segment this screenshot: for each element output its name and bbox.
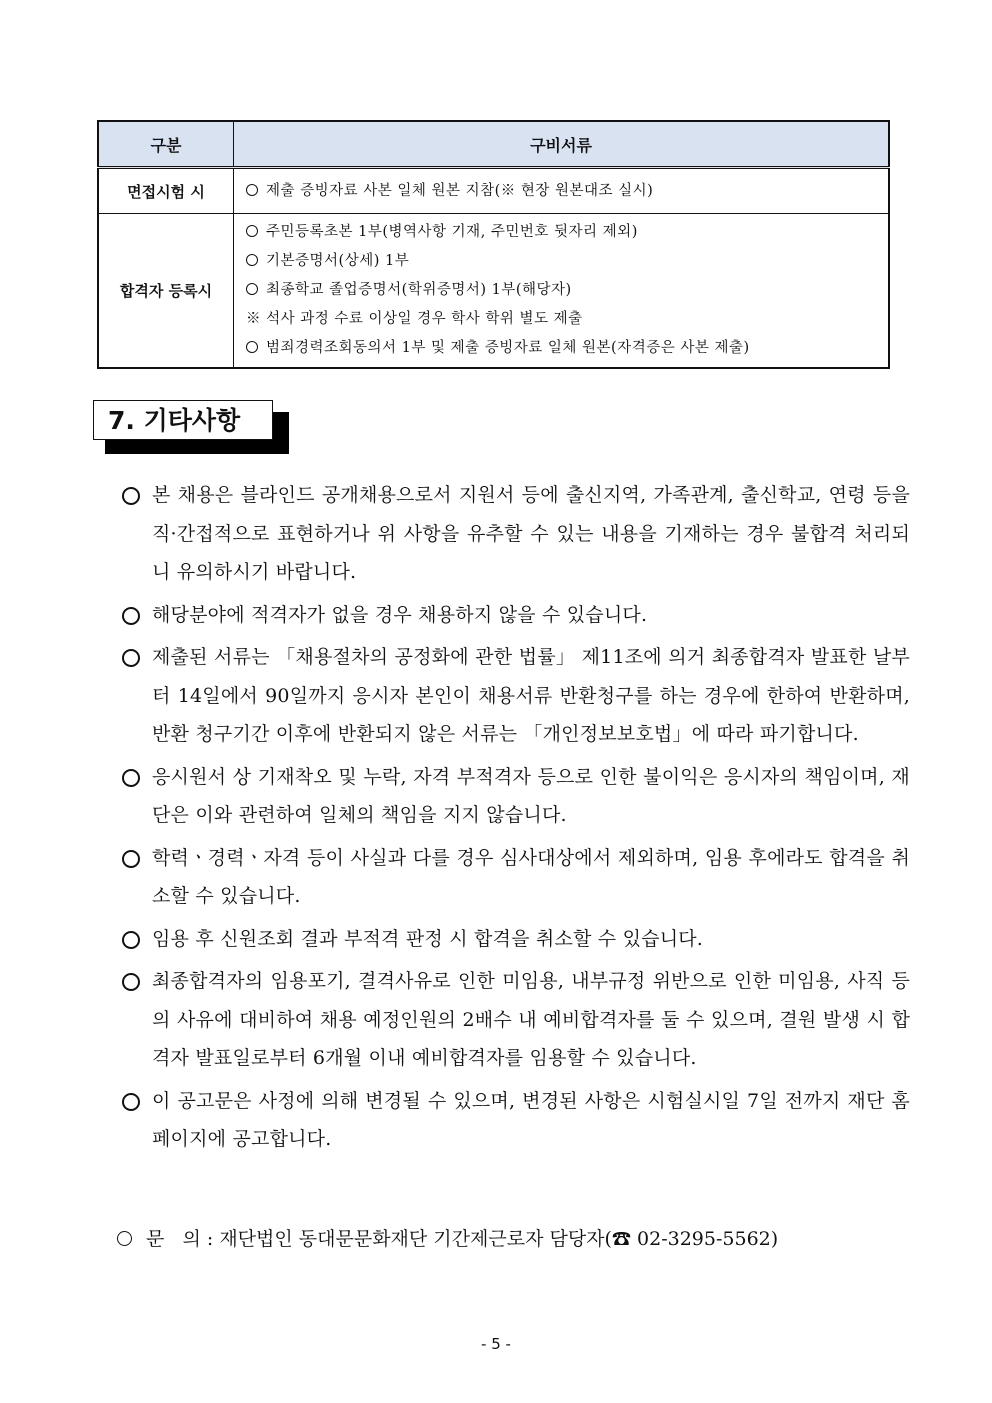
contact-label: 문 의 : <box>146 1228 214 1250</box>
required-documents-table <box>97 120 890 369</box>
notes-list <box>120 476 910 1163</box>
circle-bullet-icon <box>246 184 258 196</box>
row-category: 면접시험 시 <box>98 168 234 214</box>
section-heading <box>93 400 273 440</box>
circle-bullet-icon <box>122 649 140 667</box>
circle-bullet-icon <box>246 341 258 353</box>
table-header-row <box>98 121 889 168</box>
phone-icon: ☎ <box>611 1228 631 1250</box>
page-number: - 5 - <box>481 1335 511 1353</box>
circle-bullet-icon <box>122 1093 140 1111</box>
header-category: 구분 <box>98 121 234 168</box>
list-item: 임용 후 신원조회 결과 부적격 판정 시 합격을 취소할 수 있습니다. <box>120 920 910 959</box>
list-item: 제출된 서류는 「채용절차의 공정화에 관한 법률」 제11조에 의거 최종합격자 발표한 날부터 14일에서 90일까지 응시자 본인이 채용서류 반환청구를 하는 경우에 한하여 반환하며, 반환 청구기간 이후에 반환되지 않은 서류는 「개인정보보호법」에 따라 파기합니다. <box>120 638 910 754</box>
circle-bullet-icon <box>246 225 258 237</box>
header-documents: 구비서류 <box>234 121 890 168</box>
row-items <box>234 214 890 369</box>
table-row <box>98 214 889 369</box>
document-note: ※ 석사 과정 수료 이상일 경우 학사 학위 별도 제출 <box>246 311 583 327</box>
list-item: 학력ㆍ경력ㆍ자격 등이 사실과 다를 경우 심사대상에서 제외하며, 임용 후에라도 합격을 취소할 수 있습니다. <box>120 839 910 916</box>
circle-bullet-icon <box>122 607 140 625</box>
circle-bullet-icon <box>122 769 140 787</box>
list-item: 응시원서 상 기재착오 및 누락, 자격 부적격자 등으로 인한 불이익은 응시자의 책임이며, 재단은 이와 관련하여 일체의 책임을 지지 않습니다. <box>120 758 910 835</box>
document-item: 범죄경력조회동의서 1부 및 제출 증빙자료 일체 원본(자격증은 사본 제출) <box>246 334 878 363</box>
document-item: 최종학교 졸업증명서(학위증명서) 1부(해당자) <box>246 276 878 305</box>
document-item: 기본증명서(상세) 1부 <box>246 247 878 276</box>
document-item: 주민등록초본 1부(병역사항 기재, 주민번호 뒷자리 제외) <box>246 218 878 247</box>
row-items <box>234 168 890 214</box>
circle-bullet-icon <box>246 283 258 295</box>
circle-bullet-icon <box>246 254 258 266</box>
circle-bullet-icon <box>122 973 140 991</box>
circle-bullet-icon <box>122 931 140 949</box>
list-item: 이 공고문은 사정에 의해 변경될 수 있으며, 변경된 사항은 시험실시일 7일 전까지 재단 홈페이지에 공고합니다. <box>120 1082 910 1159</box>
list-item: 해당분야에 적격자가 없을 경우 채용하지 않을 수 있습니다. <box>120 596 910 635</box>
list-item: 본 채용은 블라인드 공개채용으로서 지원서 등에 출신지역, 가족관계, 출신학교, 연령 등을 직·간접적으로 표현하거나 위 사항을 유추할 수 있는 내용을 기재하는 경우 불합격 처리되니 유의하시기 바랍니다. <box>120 476 910 592</box>
circle-bullet-icon <box>122 850 140 868</box>
section-title: 7. 기타사항 <box>93 400 273 440</box>
list-item: 최종합격자의 임용포기, 결격사유로 인한 미임용, 내부규정 위반으로 인한 미임용, 사직 등의 사유에 대비하여 채용 예정인원의 2배수 내 예비합격자를 둘 수 있으며, 결원 발생 시 합격자 발표일로부터 6개월 이내 예비합격자를 임용할 수 있습니다. <box>120 962 910 1078</box>
phone-number: 02-3295-5562) <box>637 1228 779 1250</box>
circle-bullet-icon <box>122 487 140 505</box>
circle-bullet-icon <box>117 1231 132 1246</box>
contact-text: 재단법인 동대문문화재단 기간제근로자 담당자( <box>219 1228 612 1250</box>
table-row <box>98 168 889 214</box>
contact-info <box>117 1220 778 1258</box>
document-item: 제출 증빙자료 사본 일체 원본 지참(※ 현장 원본대조 실시) <box>246 177 878 206</box>
row-category: 합격자 등록시 <box>98 214 234 369</box>
